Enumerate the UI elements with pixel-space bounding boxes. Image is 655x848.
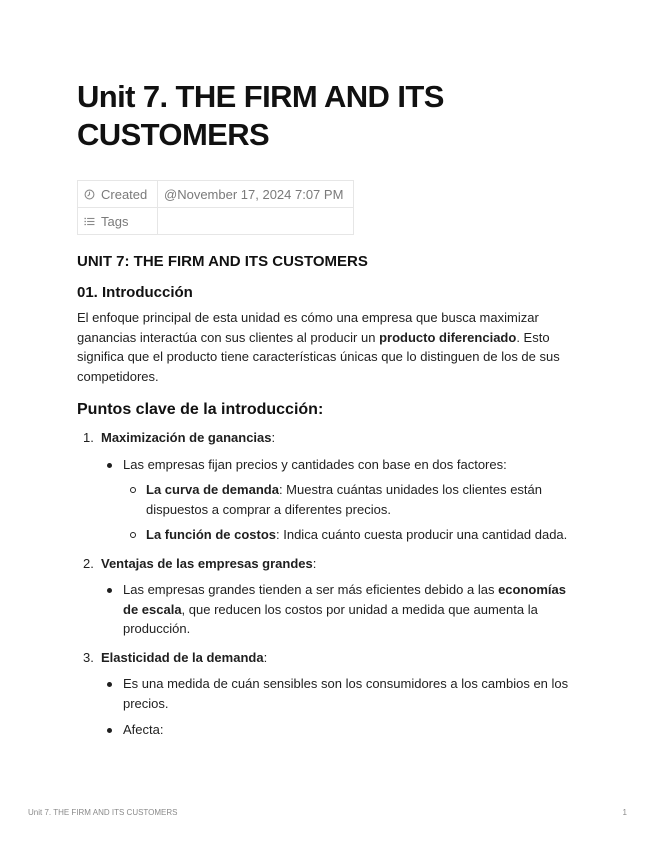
numbered-item [77, 648, 577, 668]
list-icon [84, 216, 95, 227]
property-key-created [78, 181, 158, 208]
bullet-text-end: , que reducen los costos por unidad a medida que aumenta la producción. [123, 601, 538, 636]
bullet-dot [107, 463, 112, 468]
intro-heading: 01. Introducción [77, 284, 193, 301]
sub-bullet-item [77, 480, 577, 519]
property-row-tags [78, 208, 354, 235]
document-page [77, 78, 577, 740]
tags-label: Tags [101, 213, 129, 229]
item-title: Maximización de ganancias [101, 430, 272, 445]
bullet-dot [107, 588, 112, 593]
item-number: 3. [83, 649, 94, 665]
clock-icon [84, 189, 95, 200]
sub-bullet-text: : Muestra cuántas unidades los clientes están dispuestos a comprar a diferentes precios. [146, 482, 542, 517]
sub-bullet-text: : Indica cuánto cuesta producir una cantidad dada. [276, 527, 568, 542]
section-heading: UNIT 7: THE FIRM AND ITS CUSTOMERS [77, 253, 368, 270]
bullet-item [77, 720, 577, 740]
bullet-text: Es una medida de cuán sensibles son los consumidores a los cambios en los precios. [123, 676, 569, 711]
property-row-created [78, 181, 354, 208]
sub-bullet-term: La curva de demanda [146, 482, 279, 497]
bullet-text: Afecta: [123, 722, 164, 737]
page-title: Unit 7. THE FIRM AND ITS CUSTOMERS [77, 79, 444, 152]
page-footer [28, 808, 627, 817]
intro-bold-term: producto diferenciado [379, 329, 517, 345]
numbered-item [77, 428, 577, 448]
intro-text: El enfoque principal de esta unidad es cómo una empresa que busca maximizar ganancias interactúa con sus clientes al producir un [77, 310, 539, 345]
page-number: 1 [622, 808, 627, 817]
bullet-item [77, 580, 577, 639]
intro-text-end: . Esto significa que el producto tiene características únicas que lo distinguen de los de sus competidores. [77, 329, 560, 384]
created-label: Created [101, 186, 148, 202]
sub-bullet-term: La función de costos [146, 527, 277, 542]
key-points-heading: Puntos clave de la introducción: [77, 401, 324, 418]
item-title: Ventajas de las empresas grandes [101, 555, 313, 571]
bullet-dot [107, 682, 112, 687]
tags-value[interactable] [158, 208, 354, 235]
colon: : [271, 430, 276, 445]
created-value[interactable]: @November 17, 2024 7:07 PM [158, 181, 354, 208]
item-number: 2. [83, 555, 94, 571]
intro-paragraph [77, 308, 577, 386]
footer-title: Unit 7. THE FIRM AND ITS CUSTOMERS [28, 808, 178, 817]
circle-bullet [130, 487, 136, 493]
property-key-tags [78, 208, 158, 235]
bullet-dot [107, 728, 112, 733]
item-number: 1. [83, 430, 94, 445]
properties-table [77, 180, 354, 235]
bullet-text: Las empresas grandes tienden a ser más eficientes debido a las [123, 582, 499, 597]
colon: : [263, 649, 268, 665]
colon: : [312, 555, 317, 571]
numbered-item [77, 554, 577, 574]
bullet-item [77, 674, 577, 713]
item-title: Elasticidad de la demanda [101, 649, 264, 665]
sub-bullet-item [77, 525, 577, 545]
circle-bullet [130, 532, 136, 538]
bullet-item [77, 455, 577, 475]
bullet-text: Las empresas fijan precios y cantidades con base en dos factores: [123, 456, 507, 472]
bullet-bold-term: economías de escala [123, 582, 566, 617]
